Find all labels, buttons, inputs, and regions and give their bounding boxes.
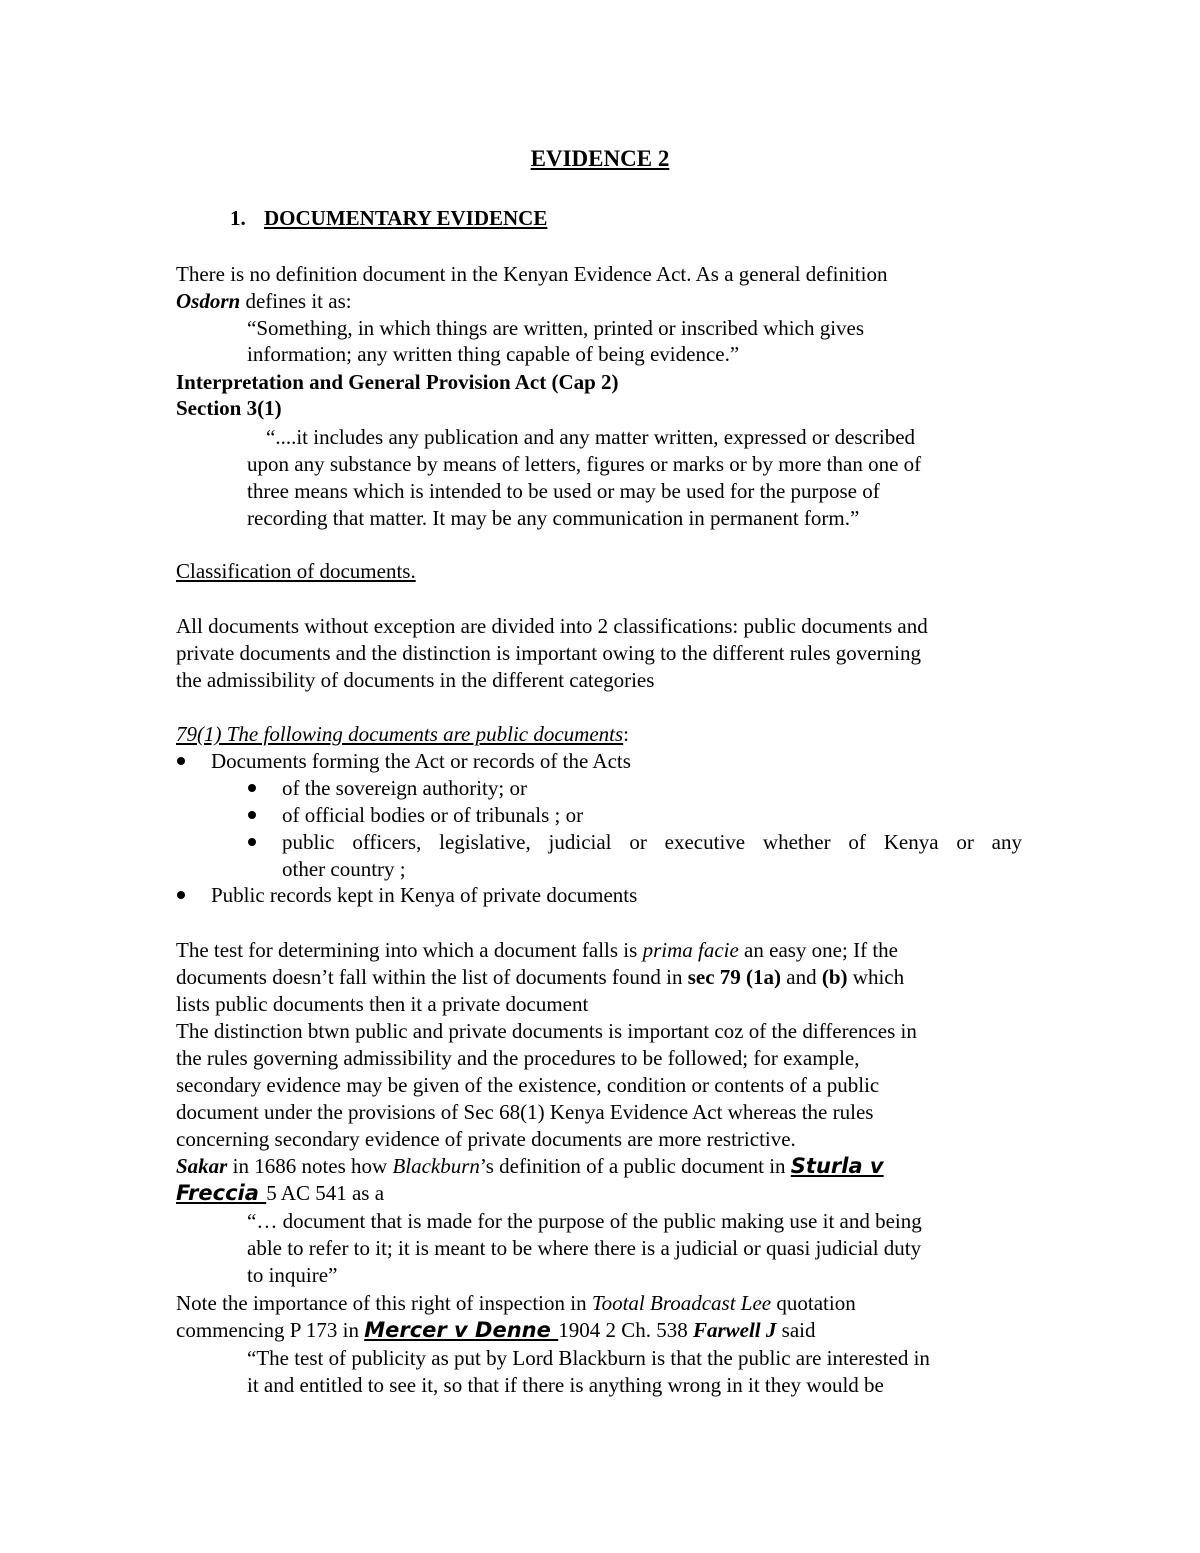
text-run: Note the importance of this right of inspection in xyxy=(176,1291,592,1315)
text-run-italic: Blackburn xyxy=(392,1154,480,1178)
intro-line-1: There is no definition document in the Kenyan Evidence Act. As a general definition xyxy=(176,262,888,286)
author-name: Osdorn xyxy=(176,289,241,313)
s79-heading: 79(1) The following documents are public documents xyxy=(176,722,624,746)
bullet-item: Documents forming the Act or records of the Acts xyxy=(211,749,631,773)
section-3-heading: Section 3(1) xyxy=(176,396,282,420)
distinction-line: the rules governing admissibility and the procedures to be followed; for example, xyxy=(176,1046,860,1070)
bullet-icon xyxy=(177,891,185,899)
act-heading: Interpretation and General Provision Act (Cap 2) xyxy=(176,370,619,394)
act-quote-line: recording that matter. It may be any communication in permanent form.” xyxy=(247,506,860,530)
final-quote-line: “The test of publicity as put by Lord Blackburn is that the public are interested in xyxy=(247,1346,930,1370)
classification-line: the admissibility of documents in the different categories xyxy=(176,668,655,692)
text-run: 1904 2 Ch. 538 xyxy=(558,1318,693,1342)
sub-bullet-item: of the sovereign authority; or xyxy=(282,776,527,800)
document-title: EVIDENCE 2 xyxy=(530,146,670,171)
bullet-icon xyxy=(177,757,185,765)
text-run-italic: Tootal Broadcast Lee xyxy=(591,1291,772,1315)
text-run: commencing P 173 in xyxy=(176,1318,365,1342)
distinction-line: secondary evidence may be given of the existence, condition or contents of a public xyxy=(176,1073,880,1097)
text-run: quotation xyxy=(771,1291,856,1315)
sub-bullet-item: of official bodies or of tribunals ; or xyxy=(282,803,584,827)
section-heading xyxy=(230,206,547,231)
test-line-1 xyxy=(176,937,898,964)
quote-line-1: “Something, in which things are written, printed or inscribed which gives xyxy=(247,316,865,340)
classification-line: private documents and the distinction is important owing to the different rules governing xyxy=(176,641,921,665)
section-title: DOCUMENTARY EVIDENCE xyxy=(264,206,548,230)
bullet-icon xyxy=(248,838,256,846)
sakar-quote-line: “… document that is made for the purpose of the public making use it and being xyxy=(247,1209,922,1233)
sub-bullet-item-cont: other country ; xyxy=(282,857,406,881)
text-run: said xyxy=(776,1318,816,1342)
distinction-line: The distinction btwn public and private documents is important coz of the differences in xyxy=(176,1019,917,1043)
bullet-icon xyxy=(248,784,256,792)
act-quote-line: “....it includes any publication and any matter written, expressed or described xyxy=(266,425,916,449)
note-line-1 xyxy=(176,1290,856,1317)
text-run-italic: prima facie xyxy=(642,938,739,962)
text-run: an easy one; If the xyxy=(738,938,898,962)
text-run-bold: (b) xyxy=(821,965,848,989)
text-run: and xyxy=(781,965,822,989)
classification-line: All documents without exception are divided into 2 classifications: public documents and xyxy=(176,614,928,638)
intro-line-2-text: defines it as: xyxy=(240,289,352,313)
text-run: documents doesn’t fall within the list of documents found in xyxy=(176,965,688,989)
text-run: 5 AC 541 as a xyxy=(266,1181,385,1205)
act-quote-line: three means which is intended to be used or may be used for the purpose of xyxy=(247,479,880,503)
section-number: 1. xyxy=(230,206,246,230)
s79-colon: : xyxy=(623,722,630,746)
text-run-bold: sec 79 (1a) xyxy=(687,965,782,989)
final-quote-line: it and entitled to see it, so that if there is anything wrong in it they would be xyxy=(247,1373,884,1397)
sub-bullet-item: public officers, legislative, judicial or executive whether of Kenya or any xyxy=(282,830,1022,854)
sakar-line-1 xyxy=(176,1153,884,1180)
sakar-quote-line: to inquire” xyxy=(247,1263,338,1287)
s79-heading-line xyxy=(176,721,629,748)
text-run: in 1686 notes how xyxy=(227,1154,393,1178)
distinction-line: document under the provisions of Sec 68(1) Kenya Evidence Act whereas the rules xyxy=(176,1100,874,1124)
intro-line-2 xyxy=(176,288,352,315)
bullet-item: Public records kept in Kenya of private documents xyxy=(211,883,638,907)
note-line-2 xyxy=(176,1317,815,1344)
test-line-2 xyxy=(176,964,904,991)
text-run: The test for determining into which a document falls is xyxy=(176,938,643,962)
text-run: which xyxy=(847,965,905,989)
distinction-line: concerning secondary evidence of private documents are more restrictive. xyxy=(176,1127,796,1151)
act-quote-line: upon any substance by means of letters, figures or marks or by more than one of xyxy=(247,452,922,476)
bullet-icon xyxy=(248,811,256,819)
text-run: ’s definition of a public document in xyxy=(479,1154,791,1178)
classification-heading: Classification of documents. xyxy=(176,559,416,583)
test-line-3: lists public documents then it a private document xyxy=(176,992,589,1016)
case-name: Freccia xyxy=(176,1181,267,1205)
judge-name: Farwell J xyxy=(692,1318,777,1342)
sakar-quote-line: able to refer to it; it is meant to be where there is a judicial or quasi judicial duty xyxy=(247,1236,922,1260)
quote-line-2: information; any written thing capable of being evidence.” xyxy=(247,342,740,366)
case-name: Mercer v Denne xyxy=(364,1318,559,1342)
sakar-line-2 xyxy=(176,1180,384,1207)
author-name: Sakar xyxy=(176,1154,228,1178)
case-name: Sturla v xyxy=(790,1154,884,1178)
